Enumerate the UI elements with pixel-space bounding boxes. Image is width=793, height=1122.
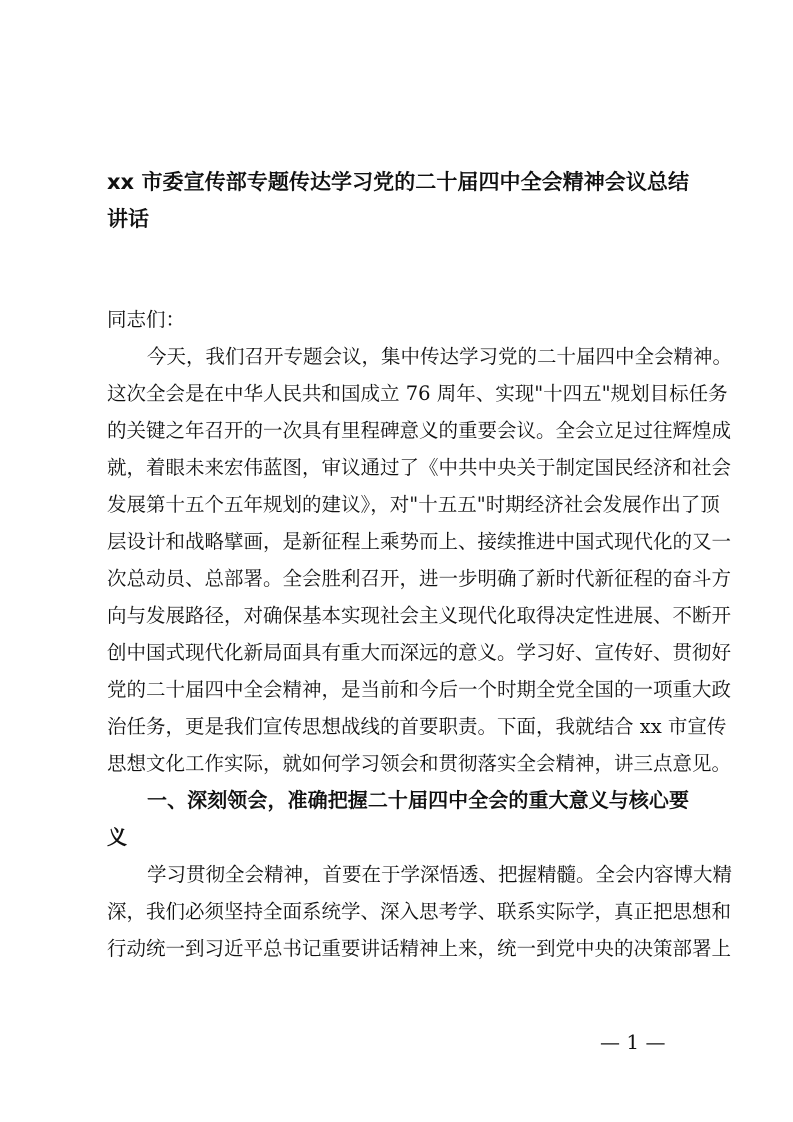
document-title — [107, 164, 689, 238]
text-line: 学习贯彻全会精神，首要在于学深悟透、把握精髓。全会内容博大精 — [147, 863, 733, 886]
text-line: 治任务，更是我们宣传思想战线的首要职责。下面，我就结合 xx 市宣传 — [107, 715, 727, 738]
title-line: xx 市委宣传部专题传达学习党的二十届四中全会精神会议总结 — [107, 170, 689, 194]
text-line: 党的二十届四中全会精神，是当前和今后一个时期全党全国的一项重大政 — [107, 678, 732, 701]
title-line: 讲话 — [107, 207, 149, 231]
document-body — [107, 301, 733, 967]
heading-line: 义 — [107, 825, 127, 849]
text-line: 向与发展路径，对确保基本实现社会主义现代化取得决定性进展、不断开 — [107, 604, 732, 627]
text-line: 行动统一到习近平总书记重要讲话精神上来，统一到党中央的决策部署上 — [107, 937, 732, 960]
text-line: 就，着眼未来宏伟蓝图，审议通过了《中共中央关于制定国民经济和社会 — [107, 456, 732, 479]
page-number: — 1 — — [600, 1030, 666, 1054]
text-line: 发展第十五个五年规划的建议》，对"十五五"时期经济社会发展作出了顶 — [107, 493, 720, 516]
heading-line: 一、深刻领会，准确把握二十届四中全会的重大意义与核心要 — [147, 788, 689, 812]
salutation: 同志们： — [107, 308, 186, 331]
text-line: 创中国式现代化新局面具有重大而深远的意义。学习好、宣传好、贯彻好 — [107, 641, 732, 664]
paragraph-section-1 — [107, 856, 733, 967]
text-line: 次总动员、总部署。全会胜利召开，进一步明确了新时代新征程的奋斗方 — [107, 567, 732, 590]
text-line: 的关键之年召开的一次具有里程碑意义的重要会议。全会立足过往辉煌成 — [107, 419, 732, 442]
text-line: 层设计和战略擘画，是新征程上乘势而上、接续推进中国式现代化的又一 — [107, 530, 732, 553]
text-line: 这次全会是在中华人民共和国成立 76 周年、实现"十四五"规划目标任务 — [107, 382, 728, 405]
paragraph-intro — [107, 338, 733, 782]
text-line: 今天，我们召开专题会议，集中传达学习党的二十届四中全会精神。 — [147, 345, 733, 368]
section-heading-1 — [107, 782, 689, 856]
text-line: 思想文化工作实际，就如何学习领会和贯彻落实全会精神，讲三点意见。 — [107, 752, 732, 775]
text-line: 深，我们必须坚持全面系统学、深入思考学、联系实际学，真正把思想和 — [107, 900, 732, 923]
